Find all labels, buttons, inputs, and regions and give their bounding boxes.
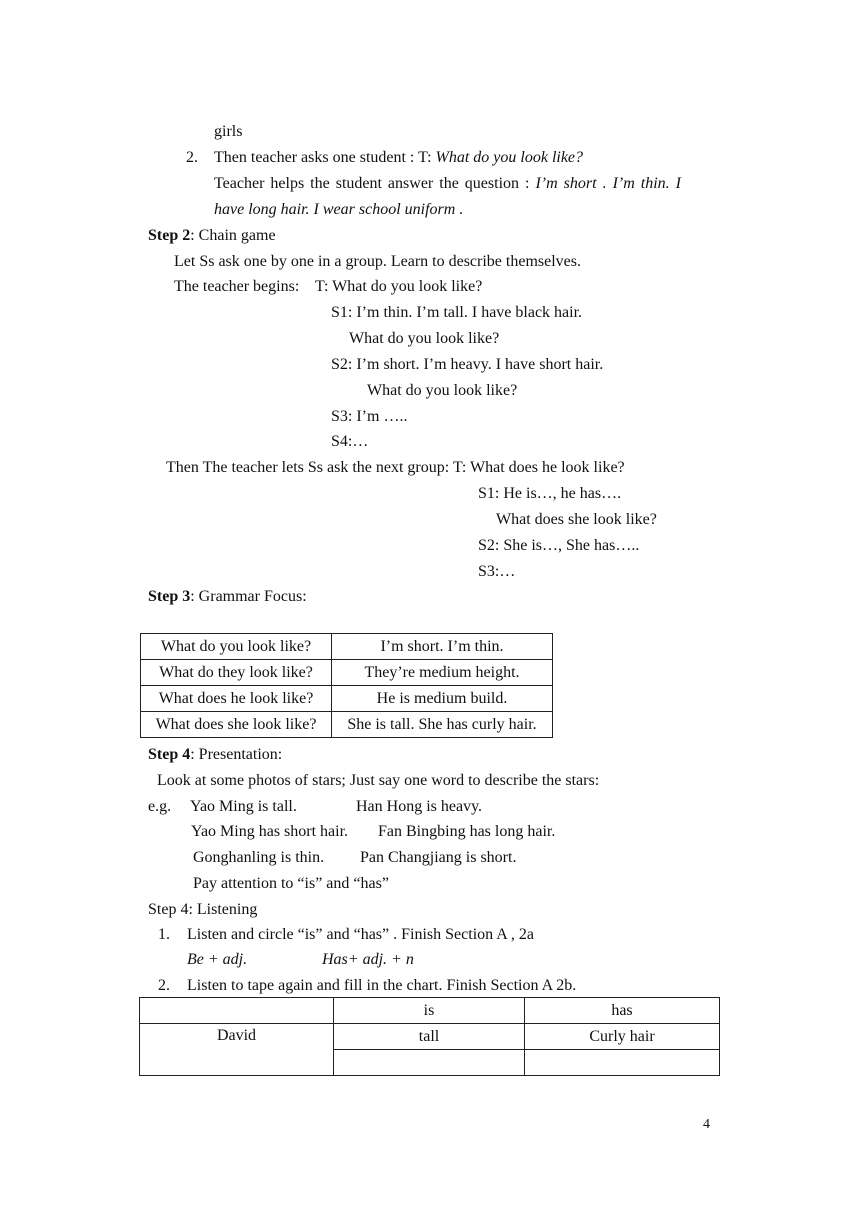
step-title: : Grammar Focus: <box>190 588 307 605</box>
table-cell: What do they look like? <box>141 660 332 686</box>
table-cell: David <box>140 1024 334 1076</box>
example-text: Gonghanling is thin. <box>193 849 325 866</box>
step-heading <box>148 745 282 765</box>
step-label: Step 4 <box>148 746 191 763</box>
text-span: Teacher helps the student answer the question : <box>214 175 536 192</box>
text-line: S3: I’m ….. <box>331 408 408 425</box>
table-cell: Curly hair <box>525 1024 720 1050</box>
text-line: S2: She is…, She has….. <box>478 537 640 554</box>
table-cell <box>140 998 334 1024</box>
text-line: What do you look like? <box>349 330 500 347</box>
text-line: S1: I’m thin. I’m tall. I have black hair. <box>331 304 583 321</box>
table-row <box>140 1024 720 1050</box>
table-cell <box>334 1050 525 1076</box>
table-cell: tall <box>334 1024 525 1050</box>
table-cell: They’re medium height. <box>332 660 553 686</box>
listening-chart <box>139 997 720 1076</box>
formula-text: Has+ adj. + n <box>322 951 414 968</box>
text-line <box>214 174 681 194</box>
list-number: 2. <box>186 149 198 166</box>
table-cell: I’m short. I’m thin. <box>332 634 553 660</box>
list-number: 2. <box>158 977 170 994</box>
table-cell: What does he look like? <box>141 686 332 712</box>
italic-span: What do you look like? <box>435 149 584 166</box>
table-row <box>140 998 720 1024</box>
table-cell: What do you look like? <box>141 634 332 660</box>
step-heading <box>148 226 276 246</box>
text-span: Then teacher asks one student : T: <box>214 149 436 166</box>
step-title: : Presentation: <box>190 746 283 763</box>
text-line: What do you look like? <box>367 382 518 399</box>
text-line <box>214 148 583 168</box>
table-cell: He is medium build. <box>332 686 553 712</box>
text-line: What does she look like? <box>496 511 657 528</box>
text-line: girls <box>214 123 243 140</box>
step-label: Step 2 <box>148 227 191 244</box>
table-cell: She is tall. She has curly hair. <box>332 712 553 738</box>
text-line: S4:… <box>331 433 369 450</box>
text-line: Then The teacher lets Ss ask the next group: T: What does he look like? <box>166 459 625 476</box>
step-heading <box>148 587 307 607</box>
text-line: Look at some photos of stars; Just say one word to describe the stars: <box>157 772 600 789</box>
formula-text: Be + adj. <box>187 951 248 968</box>
table-row <box>141 634 553 660</box>
eg-label: e.g. <box>148 798 172 815</box>
text-line: The teacher begins: T: What do you look like? <box>174 278 483 295</box>
text-line: S1: He is…, he has…. <box>478 485 622 502</box>
table-row <box>141 712 553 738</box>
italic-span: I’m short . I’m thin. I <box>535 175 681 192</box>
example-text: Han Hong is heavy. <box>356 798 483 815</box>
table-cell <box>525 1050 720 1076</box>
example-text: Fan Bingbing has long hair. <box>378 823 556 840</box>
table-cell: What does she look like? <box>141 712 332 738</box>
text-line: Listen and circle “is” and “has” . Finish Section A , 2a <box>187 926 535 943</box>
text-line: S3:… <box>478 563 516 580</box>
text-line: Let Ss ask one by one in a group. Learn to describe themselves. <box>174 253 581 270</box>
table-row <box>141 686 553 712</box>
list-number: 1. <box>158 926 170 943</box>
text-line: Listen to tape again and fill in the chart. Finish Section A 2b. <box>187 977 577 994</box>
example-text: Yao Ming has short hair. <box>191 823 349 840</box>
page-number: 4 <box>703 1117 710 1132</box>
example-text: Pay attention to “is” and “has” <box>193 875 389 892</box>
text-line: S2: I’m short. I’m heavy. I have short hair. <box>331 356 604 373</box>
example-text: Pan Changjiang is short. <box>360 849 517 866</box>
table-row <box>141 660 553 686</box>
table-cell: has <box>525 998 720 1024</box>
text-line: have long hair. I wear school uniform . <box>214 201 464 218</box>
table-cell: is <box>334 998 525 1024</box>
step-label: Step 3 <box>148 588 191 605</box>
example-text: Yao Ming is tall. <box>190 798 297 815</box>
step-heading: Step 4: Listening <box>148 901 258 918</box>
grammar-table <box>140 633 553 738</box>
step-title: : Chain game <box>190 227 276 244</box>
